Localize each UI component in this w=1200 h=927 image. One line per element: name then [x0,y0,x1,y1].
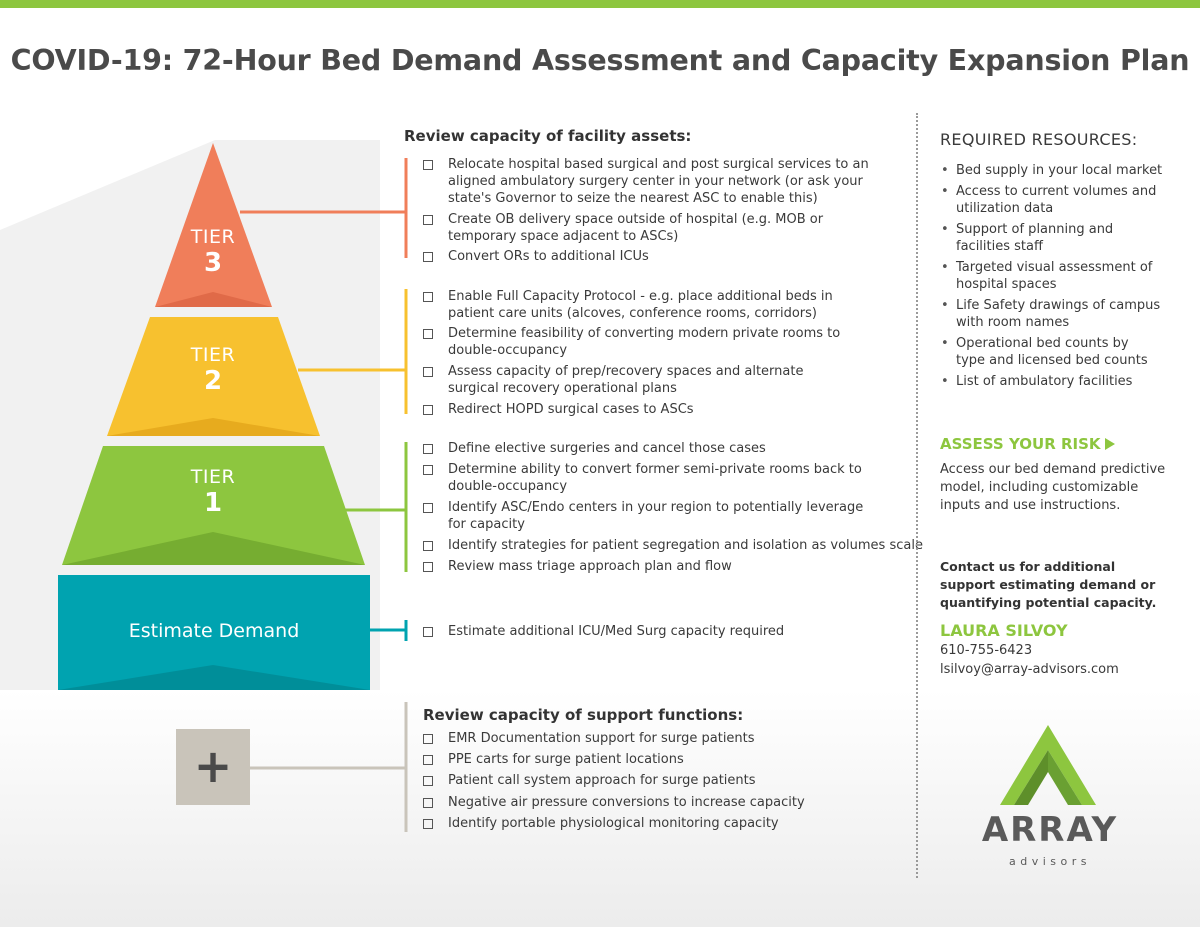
support-item: PPE carts for surge patient locations [448,752,684,767]
tier2-item: Redirect HOPD surgical cases to ASCs [448,402,694,417]
column-divider [916,113,918,878]
contact-prompt: Contact us for additional support estimating demand or quantifying potential capacity. [940,559,1157,610]
logo-subtitle: advisors [1008,855,1091,868]
resource-item: • Targeted visual assessment of hospital spaces [956,259,1152,293]
contact-phone[interactable]: 610-755-6423 [940,643,1033,658]
tier1-item: Identify strategies for patient segregation and isolation as volumes scale [448,538,923,553]
facility-heading: Review capacity of facility assets: [404,127,692,145]
risk-description: Access our bed demand predictive model, including customizable inputs and use instructions. [940,462,1166,513]
tier1-label [158,466,268,518]
support-heading: Review capacity of support functions: [423,706,744,724]
tier2-word: TIER [190,344,236,366]
tier1-word: TIER [190,466,236,488]
assess-risk-link[interactable] [940,435,1115,453]
tier1-number: 1 [203,488,223,518]
plus-icon: + [176,729,250,805]
tier1-item: Identify ASC/Endo centers in your region to potentially leverage for capacity [448,500,864,532]
contact-email[interactable]: lsilvoy@array-advisors.com [940,662,1119,677]
resource-item: • Access to current volumes and utilization data [956,183,1156,217]
tier2-label [158,344,268,396]
tier1-item: Define elective surgeries and cancel those cases [448,441,766,456]
support-item: EMR Documentation support for surge patients [448,731,755,746]
tier2-number: 2 [203,366,223,396]
support-item: Identify portable physiological monitoring capacity [448,816,779,831]
support-item: Patient call system approach for surge patients [448,773,756,788]
tier2-item: Enable Full Capacity Protocol - e.g. place additional beds in patient care units (alcoves, conference rooms, corridors) [448,289,833,321]
play-arrow-icon [1105,438,1115,450]
tier2-item: Determine feasibility of converting modern private rooms to double-occupancy [448,326,841,358]
resource-item: • List of ambulatory facilities [956,373,1132,390]
tier1-item: Review mass triage approach plan and flow [448,559,732,574]
logo-wordmark: ARRAY [981,810,1119,850]
support-item: Negative air pressure conversions to increase capacity [448,795,805,810]
estimate-demand-label: Estimate Demand [128,620,300,642]
tier3-item: Create OB delivery space outside of hospital (e.g. MOB or temporary space adjacent to ASCs) [448,212,824,244]
tier3-label [158,226,268,278]
resource-item: • Operational bed counts by type and licensed bed counts [956,335,1148,369]
tier3-item: Relocate hospital based surgical and post surgical services to an aligned ambulatory surgery center in your network (or ask your state's Governor to seize the nearest ASC to enable this) [448,157,869,206]
tier2-item: Assess capacity of prep/recovery spaces and alternate surgical recovery operational plans [448,364,804,396]
page-title: COVID-19: 72-Hour Bed Demand Assessment and Capacity Expansion Plan [10,44,1190,77]
tier1-item: Determine ability to convert former semi-private rooms back to double-occupancy [448,462,862,494]
tier3-number: 3 [203,248,223,278]
contact-name: LAURA SILVOY [940,621,1068,640]
resource-item: • Bed supply in your local market [956,162,1162,179]
resources-title: REQUIRED RESOURCES: [940,130,1138,149]
assess-risk-label: ASSESS YOUR RISK [940,435,1101,453]
tier3-word: TIER [190,226,236,248]
estimate-item: Estimate additional ICU/Med Surg capacity required [448,624,785,639]
tier3-item: Convert ORs to additional ICUs [448,249,649,264]
resource-item: • Life Safety drawings of campus with room names [956,297,1160,331]
resource-item: • Support of planning and facilities staff [956,221,1113,255]
